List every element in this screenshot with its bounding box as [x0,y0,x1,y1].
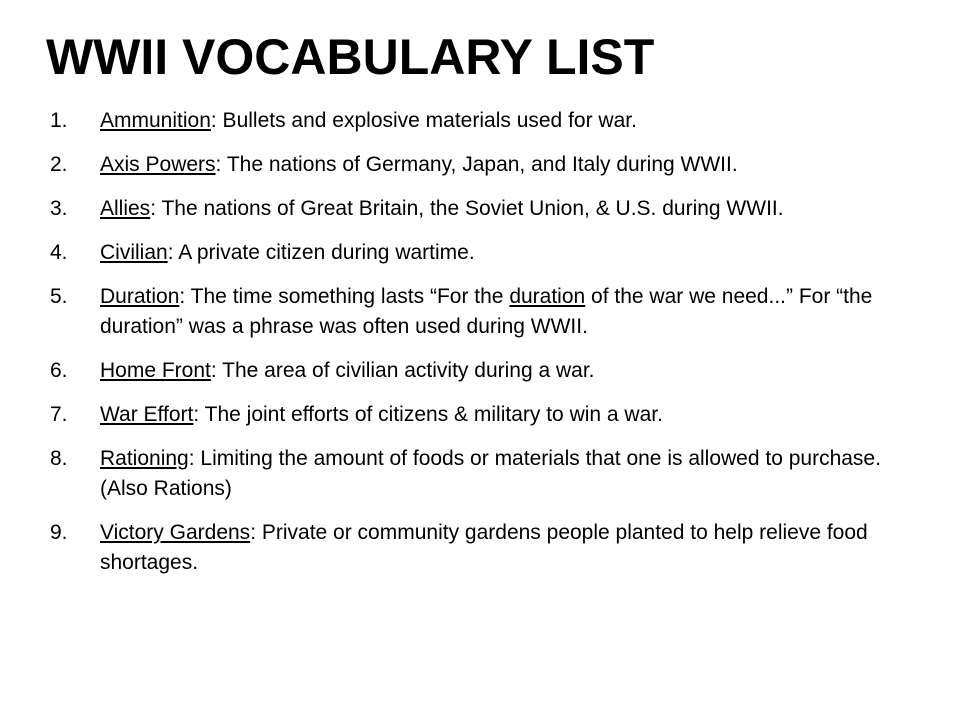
item-text [100,194,930,224]
vocab-definition: : The nations of Germany, Japan, and Italy during WWII. [215,153,738,176]
vocab-definition: : The joint efforts of citizens & military to win a war. [193,403,663,426]
list-item [50,400,930,430]
item-text [100,356,930,386]
vocab-term: Allies [100,197,151,220]
vocab-term: Axis Powers [100,153,216,176]
list-item [50,106,930,136]
vocab-term: Rationing [100,447,189,470]
vocab-term: Victory Gardens [100,521,251,544]
vocab-definition: : A private citizen during wartime. [167,241,475,264]
item-text [100,518,930,578]
item-number: 2. [50,153,68,176]
vocab-term: Civilian [100,241,168,264]
vocab-definition: : Bullets and explosive materials used for war. [210,109,637,132]
list-item [50,238,930,268]
underlined-word: duration [509,285,586,308]
vocabulary-list [50,106,930,592]
list-item [50,444,930,504]
item-text [100,282,930,342]
list-item [50,518,930,578]
list-item [50,282,930,342]
item-text [100,400,930,430]
item-number: 1. [50,109,68,132]
item-number: 3. [50,197,68,220]
vocab-definition: : The area of civilian activity during a war. [210,359,595,382]
item-text [100,150,930,180]
list-item [50,194,930,224]
item-text [100,106,930,136]
vocab-definition: : The time something lasts “For the [179,285,510,308]
list-item [50,150,930,180]
item-number: 4. [50,241,68,264]
vocab-term: Home Front [100,359,211,382]
item-number: 9. [50,521,68,544]
list-item [50,356,930,386]
vocab-term: Duration [100,285,180,308]
vocab-term: Ammunition [100,109,211,132]
page-title: WWII VOCABULARY LIST [46,29,655,85]
item-number: 5. [50,285,68,308]
item-number: 6. [50,359,68,382]
vocab-definition: : Limiting the amount of foods or materials that one is allowed to purchase. (Also Rations) [100,447,881,500]
item-number: 7. [50,403,68,426]
item-text [100,444,930,504]
vocab-term: War Effort [100,403,194,426]
vocab-definition-cont: of the war we need...” For “the duration” was a phrase was often used during WWII. [100,285,873,338]
vocab-definition: : Private or community gardens people planted to help relieve food shortages. [100,521,868,574]
vocab-definition: : The nations of Great Britain, the Soviet Union, & U.S. during WWII. [150,197,784,220]
item-number: 8. [50,447,68,470]
item-text [100,238,930,268]
